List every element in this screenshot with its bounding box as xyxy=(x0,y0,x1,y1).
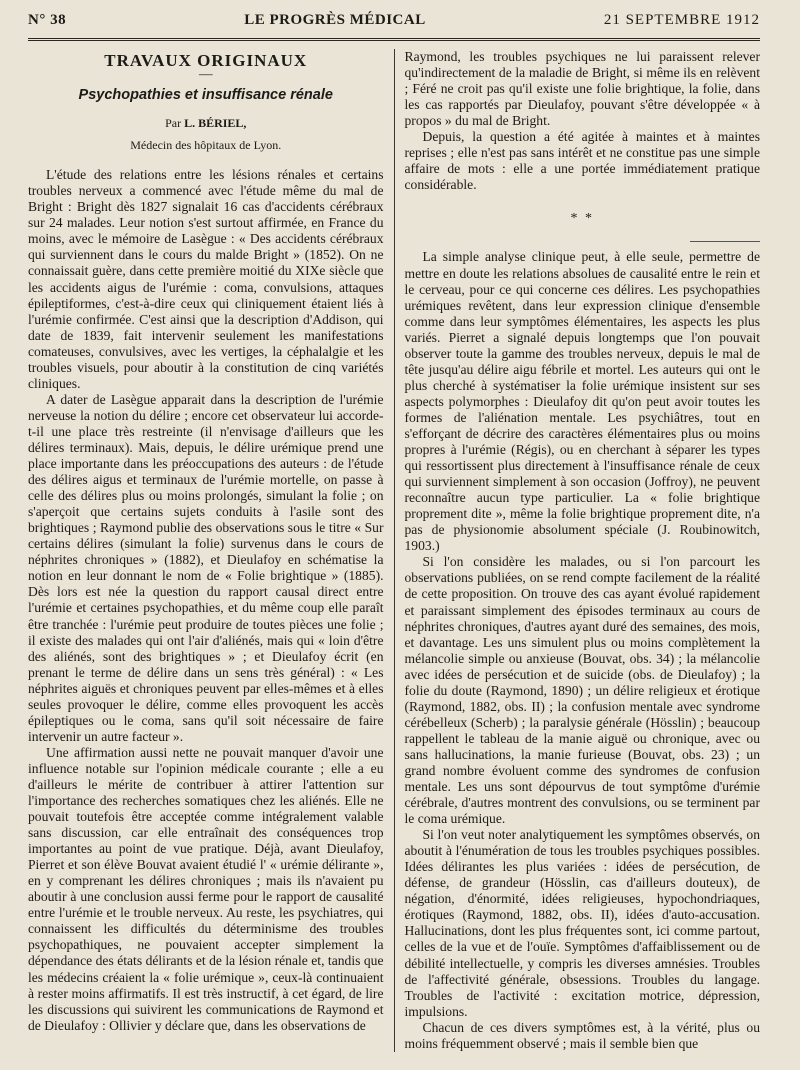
author-affiliation: Médecin des hôpitaux de Lyon. xyxy=(130,138,282,153)
section-separator-stars xyxy=(405,211,761,227)
section-title: TRAVAUX ORIGINAUX xyxy=(104,51,308,70)
paragraph: Depuis, la question a été agitée à maintes et à maintes reprises ; elle n'est pas sans intérêt et ne constitue pas une simple affaire de mots : elle a une portée immédiatement pratique considérable. xyxy=(404,129,760,193)
paragraph: Si l'on considère les malades, ou si l'on parcourt les observations publiées, on se rend compte facilement de la réalité de cette proposition. On trouve des cas ayant évolué rapidement et paraissant simplement des épisodes terminaux au cours de néphrites chroniques, d'autres ayant duré des semaines, des mois, et davantage. Les uns simulent plus ou moins complètement la mélancolie simple ou anxieuse (Bouvat, obs. 34) ; la mélancolie avec idées de persécution et de suicide (obs. de Dieulafoy) ; la folie du doute (Raymond, 1890) ; un délire religieux et érotique (Raymond, 1882, obs. II) ; la confusion mentale avec syndrome cérébelleux (Scherb) ; la paralysie générale (Hösslin) ; beaucoup rappellent le tableau de la manie aiguë ou chronique, avec ou sans hallucinations, la manie furieuse (Bouvat, obs. 23) ; un grand nombre évoluent comme des syndromes de confusion mentale. Les uns sont dépourvus de tout symptôme d'urémie cérébrale, d'autres montrent des convulsions, ou se terminent par le coma urémique. xyxy=(404,554,760,827)
paragraph: Une affirmation aussi nette ne pouvait manquer d'avoir une influence notable sur l'opinion médicale courante ; elle a eu d'ailleurs le mérite de contribuer à attirer l'attention sur l'importance des recherches somatiques chez les aliénés. Elle ne pouvait toutefois être acceptée comme intégralement valable sans discussion, car elle entraînait des conséquences trop importantes au point de vue pratique. Déjà, avant Dieulafoy, Pierret et son élève Bouvat avaient étudié l' « urémie délirante », en y comprenant les délires chroniques ; mais ils n'avaient pu aboutir à une conclusion aussi ferme pour le rapport de causalité entre l'urémie et le trouble nerveux. Au reste, les psychiatres, qui connaissent les difficultés du déterminisme des troubles psychopathiques, ne pouvaient accepter simplement la dépendance des états délirants et de la lésion rénale et, tandis que les médecins créaient la « folie urémique », ceux-là continuaient à rester moins affirmatifs. Il est très instructif, à cet égard, de lire les discussions qui suivirent les communications de Raymond et de Dieulafoy : Ollivier y déclare que, dans les observations de xyxy=(28,744,384,1033)
page-header xyxy=(28,12,760,32)
separator-rule xyxy=(690,241,760,242)
paragraph: L'étude des relations entre les lésions rénales et certains troubles nerveux a commencé avec l'étude même du mal de Bright : Bright dès 1827 signalait 16 cas d'accidents cérébraux sur 24 malades. Leur notion s'est surtout affirmée, en France du moins, avec le mémoire de Lasègue : « Des accidents cérébraux qui surviennent dans le cours du malde Bright » (1852). On ne connaissait guère, dans cette première moitié du XIXe siècle que les accidents aigus de l'urémie : coma, convulsions, attaques épileptiformes, c'est-à-dire ceux qui cliniquement étaient liés à l'urémie confirmée. C'est ainsi que la description d'Addison, qui date de 1839, fait intervenir seulement les manifestations comateuses, convulsives, avec les vertiges, la céphalalgie et les troubles visuels, pour aboutir à la constitution de cinq variétés cliniques. xyxy=(28,167,384,391)
header-rule xyxy=(28,38,760,41)
article-title: Psychopathies et insuffisance rénale xyxy=(78,87,333,104)
author-line xyxy=(28,115,384,131)
author-name: L. BÉRIEL, xyxy=(184,116,247,131)
paragraph: Raymond, les troubles psychiques ne lui paraissent relever qu'indirectement de la maladie de Bright, si même ils en relèvent ; Féré ne croit pas qu'il existe une folie brightique, la folie, dans les cas rapportés par Dieulafoy, pouvant s'être développée « à propos » du mal de Bright. xyxy=(404,49,760,129)
left-column xyxy=(28,49,395,1052)
issue-date: 21 SEPTEMBRE 1912 xyxy=(603,12,760,28)
right-column xyxy=(395,49,761,1052)
issue-number: N° 38 xyxy=(28,12,67,28)
journal-title: LE PROGRÈS MÉDICAL xyxy=(244,12,426,28)
author-prefix: Par xyxy=(165,116,182,131)
asterism: * * xyxy=(570,211,594,227)
paragraph: La simple analyse clinique peut, à elle seule, permettre de mettre en doute les relations absolues de causalité entre le rein et le cerveau, pour ce qui concerne ces délires. Les psychopathies urémiques revêtent, dans leur expression clinique d'ensemble comme dans leur symptômes élémentaires, les aspects les plus variés. Pierret a signalé depuis longtemps que l'on pouvait observer toute la gamme des troubles nerveux, depuis le mal de tête jusqu'au délire aigu fébrile et mortel. Les auteurs qui ont le plus cherché à systématiser la folie urémique insistent sur ses aspects polymorphes : Dieulafoy dit qu'on peut avoir toutes les formes de l'aliénation mentale. Les psychiâtres, tout en s'efforçant de décrire des caractères élémentaires plus ou moins propres à l'urémie (Régis), ou en cherchant à séparer les types qui ressortissent plus directement à l'insuffisance rénale de ceux qui surviennent simplement à son occasion (Joffroy), ne peuvent reconnaître aucun type particulier. La « folie brightique proprement dite », même la folie brightique proprement dite, n'a pas de physionomie absolument spéciale (J. Roubinowitch, 1903.) xyxy=(404,249,760,554)
title-dash: — xyxy=(198,66,213,82)
paragraph: Si l'on veut noter analytiquement les symptômes observés, on aboutit à l'énumération de tous les troubles psychiques possibles. Idées délirantes les plus variées : idées de persécution, de défense, de grandeur (Hösslin, cas d'ailleurs douteux), de négation, d'énormité, idées religieuses, hypochondriaques, érotiques (Raymond, 1882, obs. II), idées d'auto-accusation. Hallucinations, dont les plus fréquentes sont, ici comme partout, celles de la vue et de l'ouïe. Symptômes d'affaiblissement ou de débilité intellectuelle, y compris les diverses amnésies. Troubles de l'affectivité générale, obsessions. Troubles du langage. Troubles de l'activité : excitation motrice, dépression, impulsions. xyxy=(404,827,760,1019)
article-columns xyxy=(28,49,760,1052)
paragraph: A dater de Lasègue apparait dans la description de l'urémie nerveuse la notion du délire ; encore cet observateur lui accorde-t-il une place très restreinte (il n'envisage d'ailleurs que les délires terminaux). Mais, depuis, le délire urémique prend une place importante dans les préoccupations des auteurs : de l'étude des délires aigus et terminaux de l'urémie mortelle, on passe à celle des délires plus ou moins prolongés, simulant la folie ; on s'aperçoit que certains sujets conduits à l'asile sont des brightiques ; Raymond publie des observations sous le titre « Sur certains délires (simulant la folie) survenus dans le cours de néphrites chroniques » (1882), et Dieulafoy en schématise la notion en leur donnant le nom de « Folie brightique » (1885). Dès lors est née la question du rapport causal direct entre l'urémie et certaines psychopathies, et du même coup elle paraît être tranchée : l'urémie peut produire de toutes pièces une folie ; il existe des malades qui ont l'air d'aliénés, mais qui « loin d'être des aliénés, sont des brightiques » ; et Dieulafoy écrit (en prenant le terme de délire dans un sens très général) : « Les néphrites aiguës et chroniques peuvent par elles-mêmes et à elles seules provoquer le délire, comme elles provoquent les accès épileptiques ou le coma, sans qu'il soit nécessaire de faire intervenir un autre facteur ». xyxy=(28,391,384,744)
paragraph: Chacun de ces divers symptômes est, à la vérité, plus ou moins fréquemment observé ; mais il semble bien que xyxy=(404,1019,760,1051)
